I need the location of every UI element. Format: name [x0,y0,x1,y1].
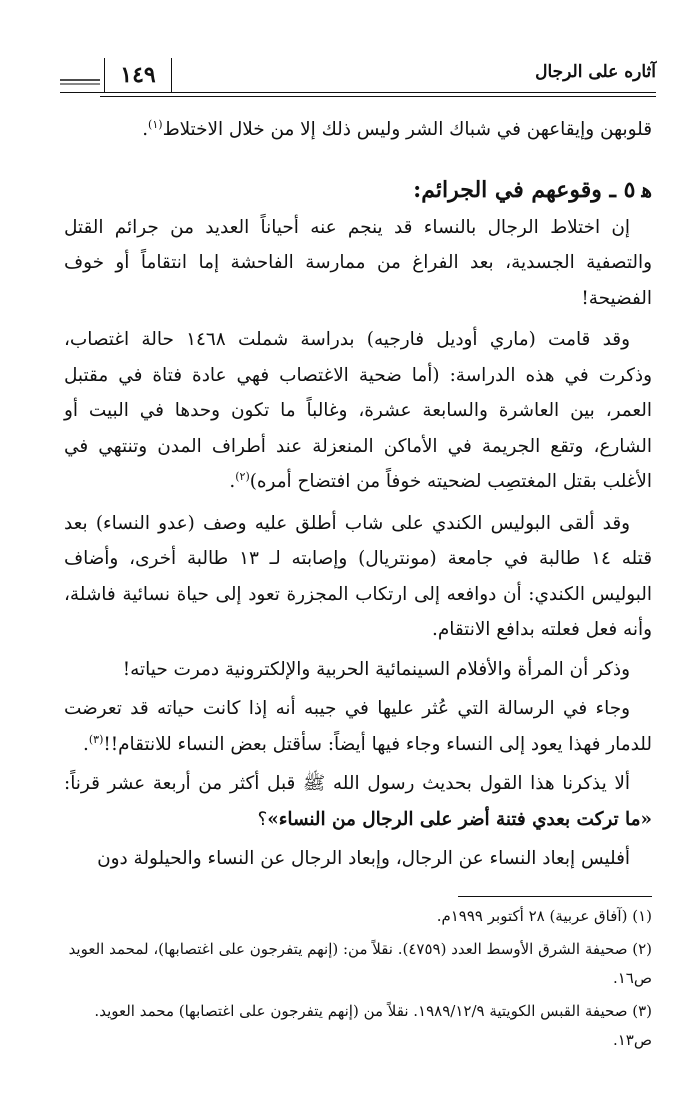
footnote-1: (١) (آفاق عربية) ٢٨ أكتوبر ١٩٩٩م. [436,907,652,925]
heading-bullet-icon: ﻫ [641,177,652,202]
paragraph: وجاء في الرسالة التي عُثر عليها في جيبه أنه إذا كانت حياته قد تعرضت للدمار فهذا يعود إلى النساء وجاء فيها أيضاً: سأقتل بعض النساء للانتقام!!$^{(٣)}$. [64,698,652,755]
footnotes [64,902,652,1059]
paragraph: وقد ألقى البوليس الكندي على شاب أطلق عليه وصف (عدو النساء) بعد قتله ١٤ طالبة في جامعة (مونتريال) وإصابته لـ ١٣ طالبة أخرى، وأضاف البوليس الكندي: أن دوافعه إلى ارتكاب المجزرة تعود إلى حياة نسائية فاشلة، وأنه فعل فعلته بدافع الانتقام. [64,512,652,640]
footnote-rule [458,896,652,897]
header-rule-thin [100,96,656,97]
section-heading: ﻫ٥ ـ وقوعهم في الجرائم: [413,176,652,203]
header-rule [60,92,656,93]
ornament-icon [60,68,100,88]
footnote-ref-1: (١) [148,117,163,131]
body-text [64,112,652,877]
footnote-2: (٢) صحيفة الشرق الأوسط العدد (٤٧٥٩). نقلاً من: (إنهم يتفرجون على اغتصابها)، لمحمد العويد ص١٦. [68,940,652,987]
page-number: ١٤٩ [120,62,156,88]
page-number-box [104,58,172,92]
footnote-3: (٣) صحيفة القبس الكويتية ١٩٨٩/١٢/٩. نقلاً من (إنهم يتفرجون على اغتصابها) محمد العويد. ص١٣. [94,1002,652,1049]
paragraph: ألا يذكرنا هذا القول بحديث رسول الله ﷺ قبل أكثر من أربعة عشر قرناً: «ما تركت بعدي فتنة أضر على الرجال من النساء»؟ [64,773,652,830]
paragraph: أفليس إبعاد النساء عن الرجال، وإبعاد الرجال عن النساء والحيلولة دون [97,848,630,869]
footnote-ref-3: (٣) [88,732,104,746]
page-header [60,58,656,102]
paragraph: إن اختلاط الرجال بالنساء قد ينجم عنه أحياناً العديد من جرائم القتل والتصفية الجسدية، بعد الفراغ من ممارسة الفاحشة إما انتقاماً أو خوف الفضيحة! [64,216,652,309]
paragraph-continuation: قلوبهن وإيقاعهن في شباك الشر وليس ذلك إلا من خلال الاختلاط$^{(١)}$. [142,117,652,140]
hadith-quote: «ما تركت بعدي فتنة أضر على الرجال من النساء» [267,808,652,830]
running-title: آثاره على الرجال [535,62,656,82]
paragraph: وقد قامت (ماري أوديل فارجيه) بدراسة شملت ١٤٦٨ حالة اغتصاب، وذكرت في هذه الدراسة: (أما ضحية الاغتصاب فهي عادة فتاة في مقتبل العمر، بين العاشرة والسابعة عشرة، وغالباً ما تكون وحدها في البيت أو الشارع، وتقع الجريمة في الأماكن المنعزلة عند أطراف المدن وتنتهي في الأغلب بقتل المغتصِب لضحيته خوفاً من افتضاح أمره)$^{(٢)}$. [64,329,652,492]
footnote-ref-2: (٢) [235,469,250,483]
paragraph: وذكر أن المرأة والأفلام السينمائية الحربية والإلكترونية دمرت حياته! [122,658,630,680]
